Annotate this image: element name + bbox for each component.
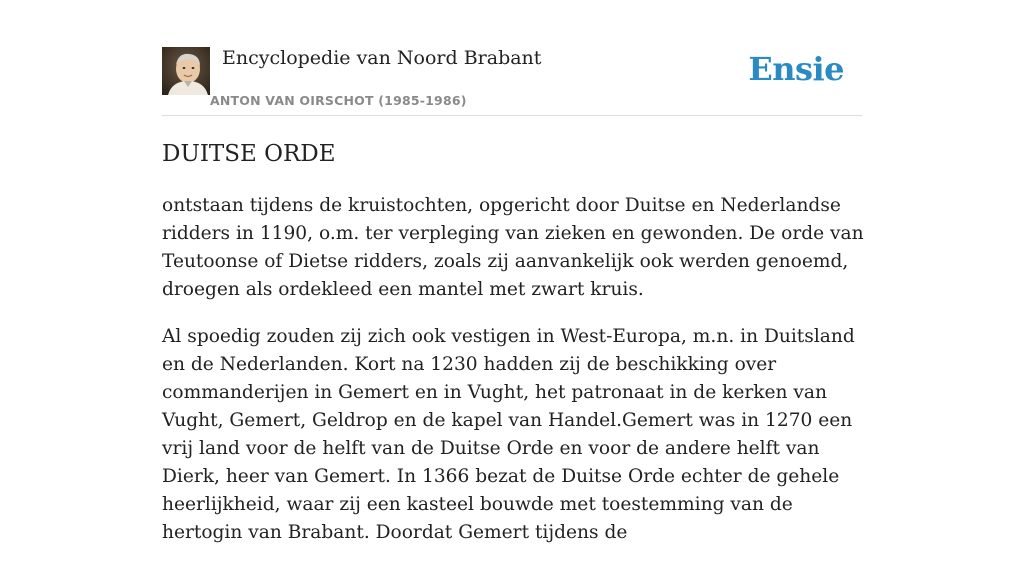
entry-title: DUITSE ORDE [162, 141, 336, 167]
entry-content [162, 192, 866, 566]
header-divider [162, 115, 862, 116]
header [162, 46, 862, 116]
author-name[interactable]: ANTON VAN OIRSCHOT (1985-1986) [210, 93, 467, 108]
entry-paragraph: ontstaan tijdens de kruistochten, opgericht door Duitse en Nederlandse ridders in 1190, o.m. ter verpleging van zieken en gewonden. De orde van Teutoonse of Dietse ridders, zoals zij aanvankelijk ook werden genoemd, droegen als ordekleed een mantel met zwart kruis. [162, 195, 864, 300]
ensie-logo[interactable]: Ensie [748, 50, 844, 88]
book-title[interactable]: Encyclopedie van Noord Brabant [222, 47, 542, 69]
avatar-portrait [162, 47, 210, 95]
entry-paragraph: Al spoedig zouden zij zich ook vestigen in West-Europa, m.n. in Duitsland en de Nederlanden. Kort na 1230 hadden zij de beschikking over commanderijen in Gemert en in Vught, het patronaat in de kerken van Vught, Gemert, Geldrop en de kapel van Handel.Gemert was in 1270 een vrij land voor de helft van de Duitse Orde en voor de andere helft van Dierk, heer van Gemert. In 1366 bezat de Duitse Orde echter de gehele heerlijkheid, waar zij een kasteel bouwde met toestemming van de hertogin van Brabant. Doordat Gemert tijdens de [162, 326, 855, 543]
author-avatar[interactable] [162, 47, 210, 95]
